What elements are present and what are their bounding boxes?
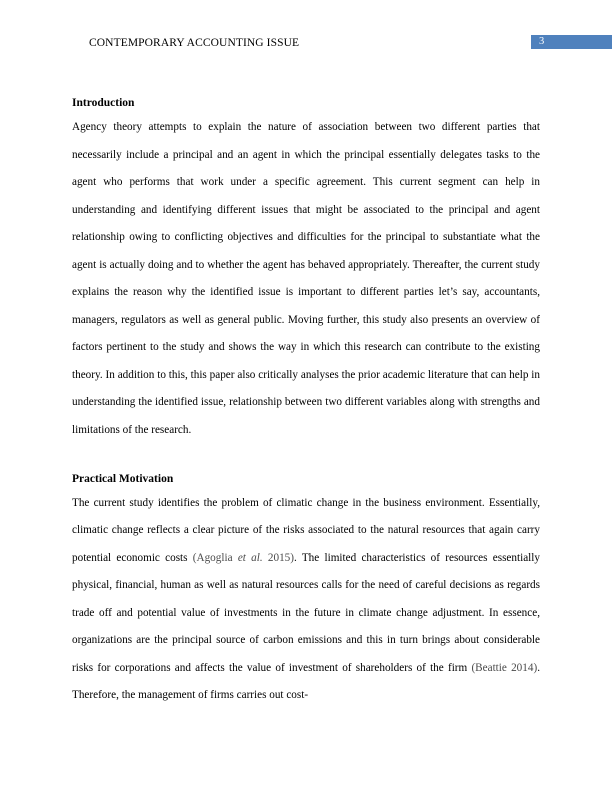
- section-heading-practical-motivation: Practical Motivation: [72, 472, 174, 485]
- paragraph-text: . The limited characteristics of resources essentially physical, financial, human as well as natural resources calls for the need of careful decisions as regards trade off and potential value of investments in the future in climate change adjustment. In essence, organizations are the principal source of carbon emissions and this in turn brings about considerable risks for corporations and affects the value of investment of shareholders of the firm: [72, 551, 540, 674]
- page-number-bar: [531, 35, 612, 49]
- citation-author: (Agoglia: [192, 551, 238, 564]
- paragraph-text: . Therefore, the management of firms carries out cost-: [72, 661, 540, 702]
- paragraph-text: The current study identifies the problem of climatic change in the business environment. Essentially, climatic change reflects a clear picture of the risks associated to the natural resources that again carry potential economic costs: [72, 496, 540, 564]
- citation-etal: et al.: [237, 551, 263, 564]
- running-header-title: CONTEMPORARY ACCOUNTING ISSUE: [89, 37, 300, 49]
- citation-beattie: (Beattie 2014): [471, 661, 538, 674]
- page-number: 3: [539, 36, 545, 47]
- citation-agoglia: [193, 552, 294, 564]
- practical-motivation-paragraph: [72, 490, 540, 710]
- citation-year: 2015): [262, 551, 294, 564]
- introduction-paragraph: Agency theory attempts to explain the nature of association between two different parties that necessarily include a principal and an agent in which the principal essentially delegates tasks to the agent who performs that work under a specific agreement. This current segment can help in understanding and identifying different issues that might be associated to the principal and agent relationship owing to conflicting objectives and difficulties for the principal to substantiate what the agent is actually doing and to whether the agent has behaved appropriately. Thereafter, the current study explains the reason why the identified issue is important to different parties let’s say, accountants, managers, regulators as well as general public. Moving further, this study also presents an overview of factors pertinent to the study and shows the way in which this research can contribute to the existing theory. In addition to this, this paper also critically analyses the prior academic literature that can help in understanding the identified issue, relationship between two different variables along with strengths and limitations of the research.: [72, 121, 540, 437]
- document-body: [72, 96, 540, 710]
- section-spacer: [72, 445, 540, 472]
- section-heading-introduction: Introduction: [72, 97, 135, 109]
